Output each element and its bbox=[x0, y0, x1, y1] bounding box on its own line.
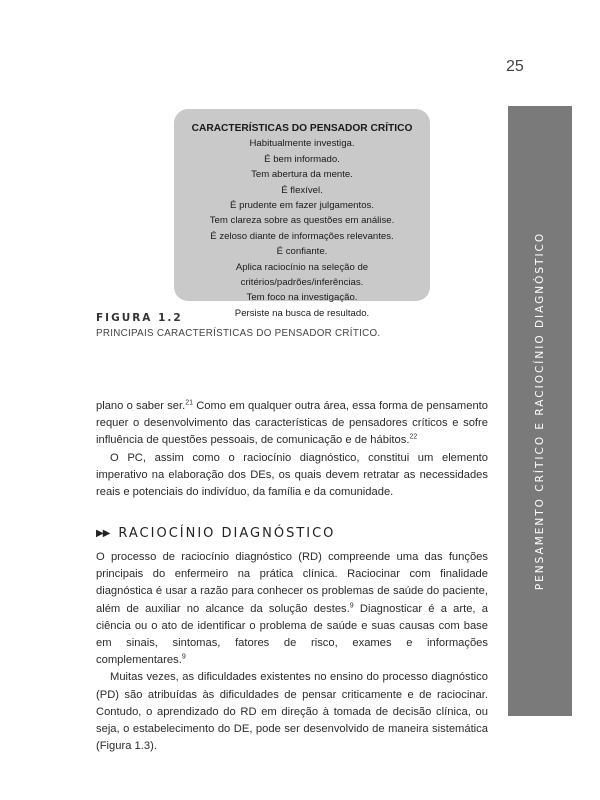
box-item: Persiste na busca de resultado. bbox=[234, 307, 370, 319]
figure-label: FIGURA 1.2 bbox=[96, 312, 183, 324]
paragraph: Muitas vezes, as dificuldades existentes no ensino do processo diagnóstico (PD) são atribuídas às dificuldades de pensar criticamente e de raciocinar. Contudo, o aprendizado do RD em direção à tomada de decisão clínica, ou seja, o estabelecimento do DE, pode ser desenvolvido de maneira sistemática (Figura 1.3). bbox=[96, 671, 488, 753]
text-run: Diagnosticar é a arte, a ciência ou o ato de identificar o problema de saúde e suas causas com base em sinais, sintomas, fatores de risco, exames e informações complementares. bbox=[96, 602, 488, 667]
box-item: É prudente em fazer julgamentos. bbox=[230, 200, 374, 212]
box-item: Habitualmente investiga. bbox=[249, 138, 355, 150]
body-text-block-2 bbox=[96, 549, 488, 755]
side-band-title: PENSAMENTO CRÍTICO E RACIOCÍNIO DIAGNÓSTICO bbox=[534, 231, 546, 591]
box-title: CARACTERÍSTICAS DO PENSADOR CRÍTICO bbox=[191, 123, 413, 134]
characteristics-box bbox=[174, 109, 430, 319]
reference-number: 21 bbox=[185, 399, 194, 407]
paragraph bbox=[96, 549, 488, 669]
text-run: O processo de raciocínio diagnóstico (RD) compreende uma das funções principais do enfermeiro na prática clínica. Raciocinar com finalidade diagnóstica é usar a razão para conhecer os problemas de saúde do paciente, além de auxiliar no alcance da solução destes. bbox=[96, 551, 488, 615]
body-text-block-1 bbox=[96, 398, 488, 501]
box-item: Tem abertura da mente. bbox=[251, 169, 353, 181]
paragraph bbox=[96, 398, 488, 450]
reference-number: 9 bbox=[181, 653, 186, 661]
paragraph: O PC, assim como o raciocínio diagnóstico, constitui um elemento imperativo na elaboração dos DEs, os quais devem retratar as necessidades reais e potenciais do indivíduo, da família e da comunidade. bbox=[96, 451, 488, 499]
box-item: Tem foco na investigação. bbox=[246, 292, 358, 304]
reference-number: 22 bbox=[409, 433, 418, 441]
text-run: plano o saber ser. bbox=[96, 400, 186, 412]
page-number: 25 bbox=[506, 58, 524, 75]
text-run: Como em qualquer outra área, essa forma de pensamento requer o desenvolvimento das características de pensadores críticos e sofre influência de questões pessoais, de comunicação e de hábitos. bbox=[96, 400, 488, 447]
figure-caption: PRINCIPAIS CARACTERÍSTICAS DO PENSADOR CRÍTICO. bbox=[96, 328, 381, 339]
side-band bbox=[508, 106, 572, 716]
box-item: Tem clareza sobre as questões em análise. bbox=[209, 215, 395, 227]
section-heading bbox=[96, 526, 335, 541]
box-item: Aplica raciocínio na seleção de critérios/padrões/inferências. bbox=[235, 261, 369, 289]
reference-number: 9 bbox=[349, 601, 354, 609]
double-arrow-icon: ▶▶ bbox=[96, 528, 110, 539]
box-item: É confiante. bbox=[276, 246, 328, 258]
box-item: É zeloso diante de informações relevantes. bbox=[210, 230, 394, 242]
box-item: É flexível. bbox=[281, 184, 323, 196]
section-title: RACIOCÍNIO DIAGNÓSTICO bbox=[118, 526, 336, 541]
box-item: É bem informado. bbox=[264, 153, 340, 165]
